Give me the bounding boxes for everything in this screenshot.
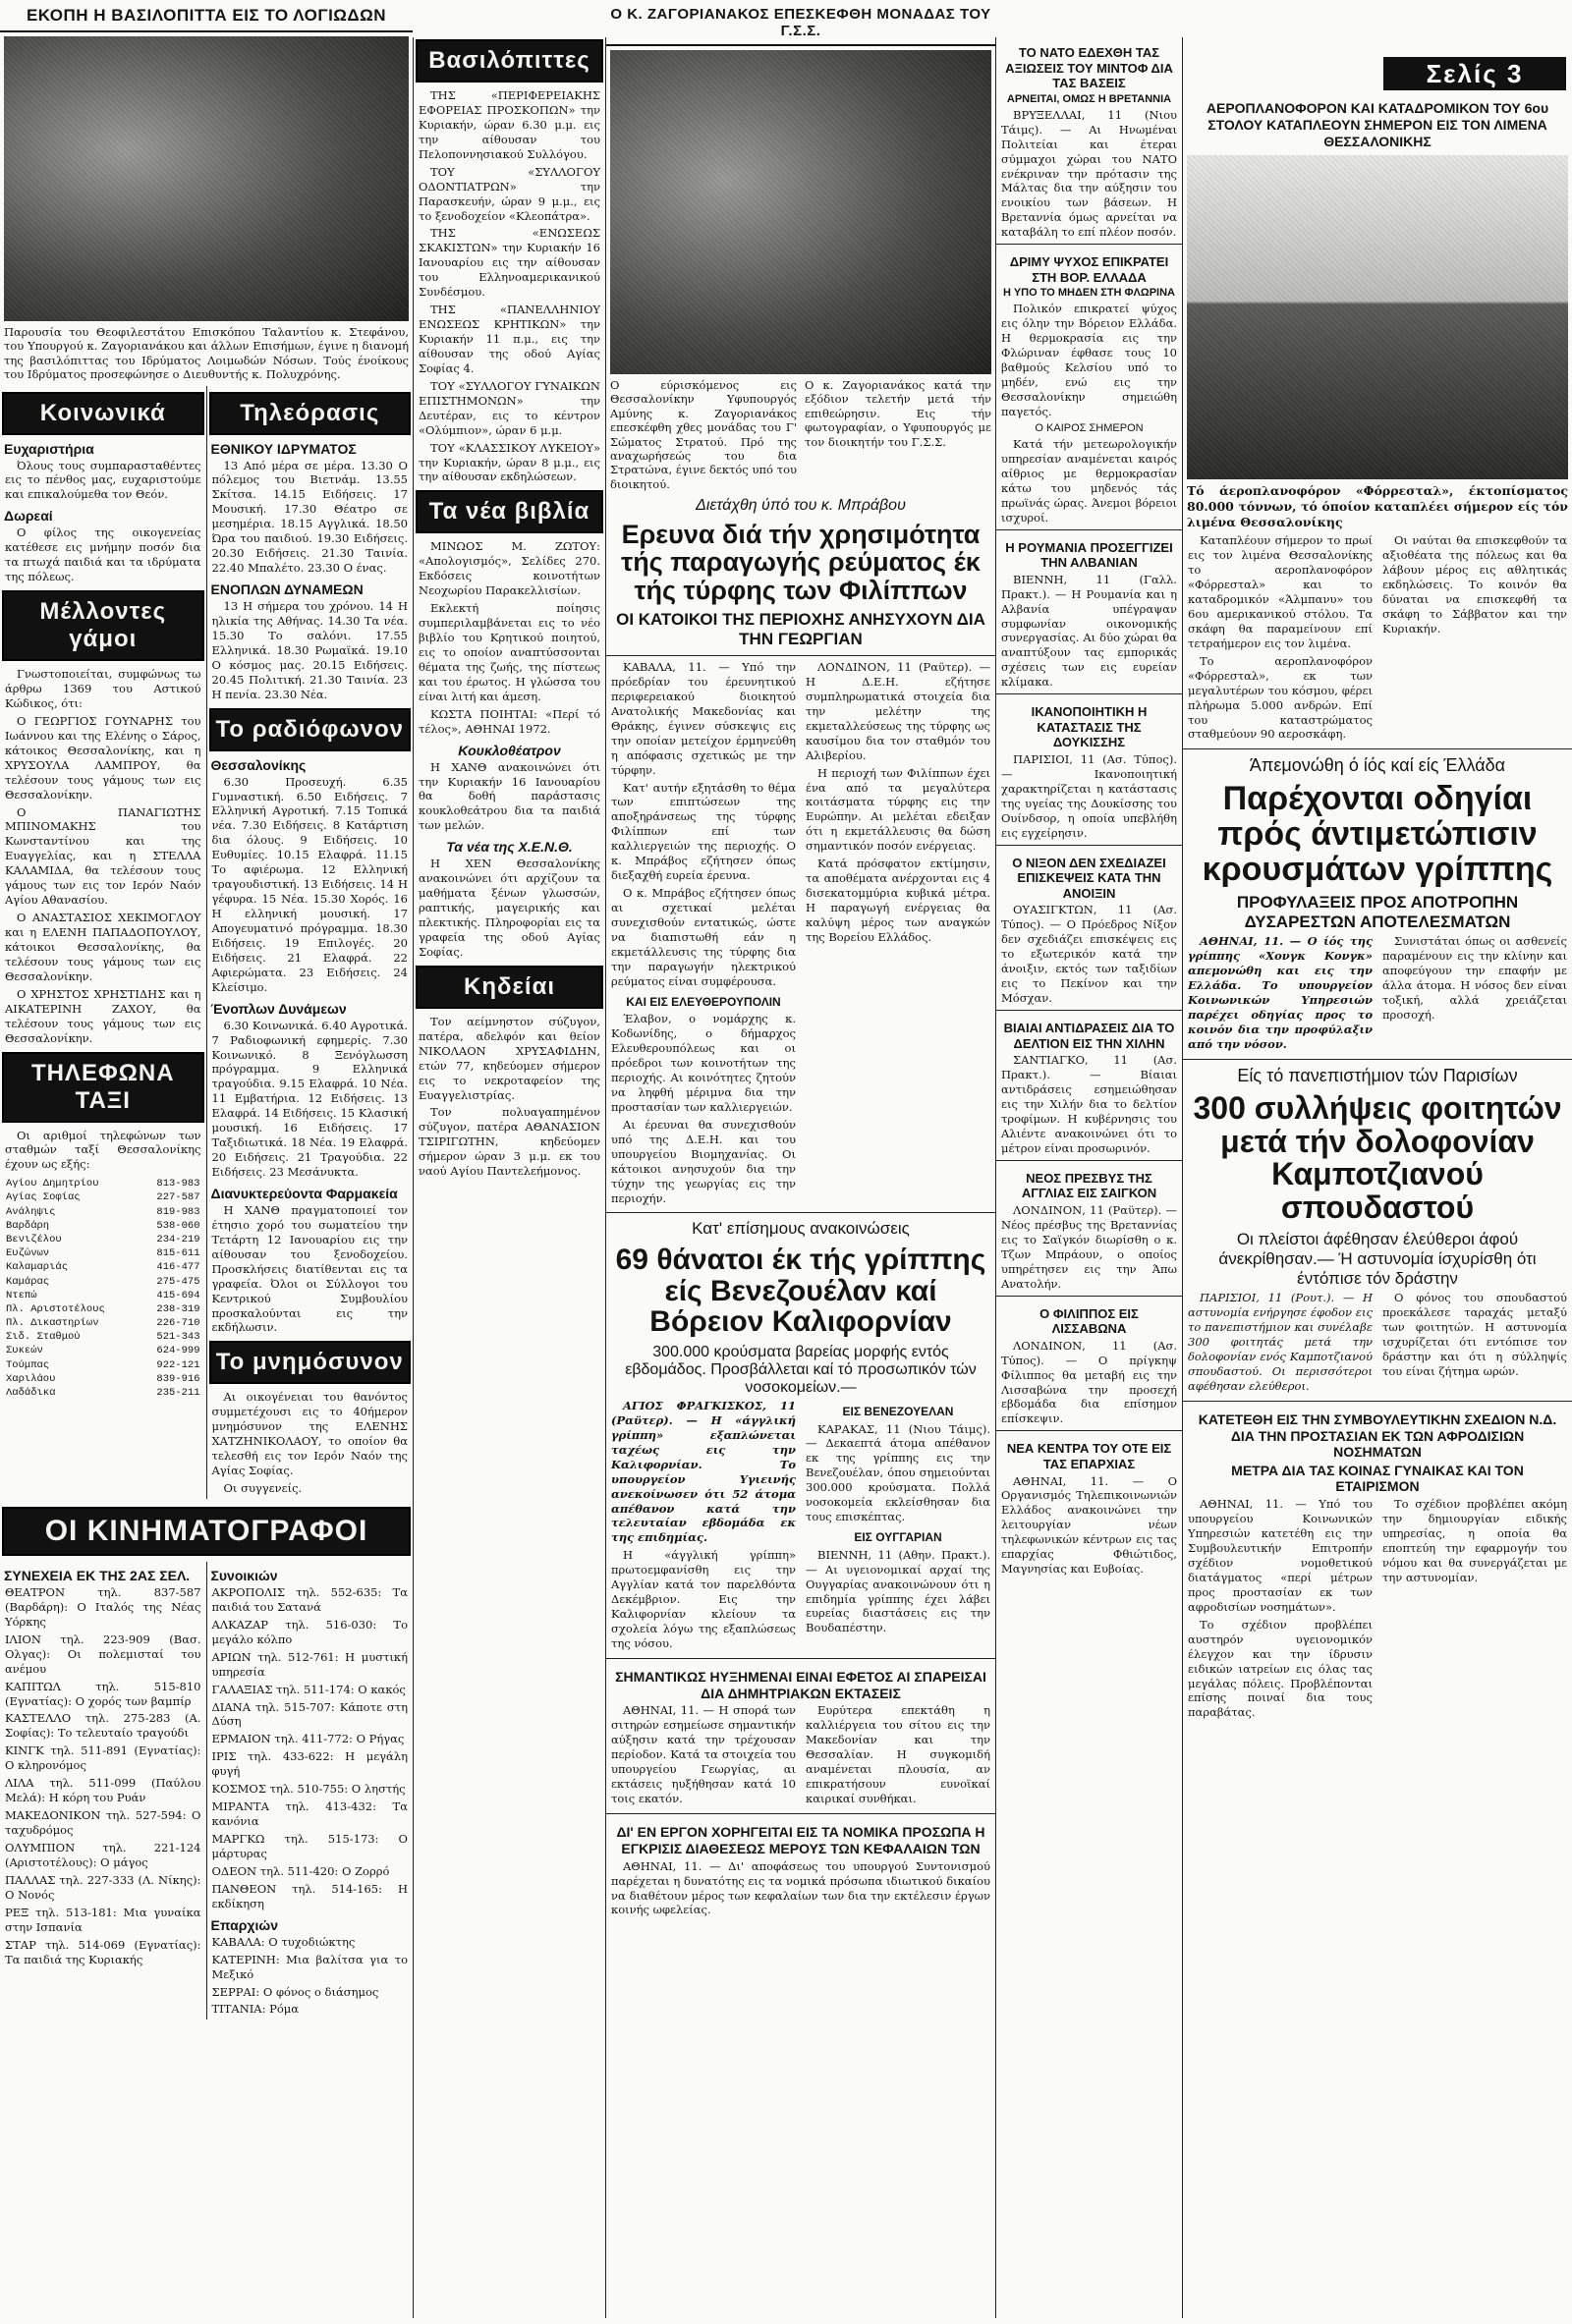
headline-nomika-prosopa: ΔΙ' ΕΝ ΕΡΓΟΝ ΧΟΡΗΓΕΙΤΑΙ ΕΙΣ ΤΑ ΝΟΜΙΚΑ ΠΡΟΣΩΠΑ Η ΕΓΚΡΙΣΙΣ ΔΙΑΘΕΣΕΩΣ ΜΕΡΟΥΣ ΤΩΝ ΚΕΦΑΛΑΙΩΝ ΤΩΝ [616, 1824, 985, 1856]
section-tileorasis: Τηλεόρασις [209, 392, 412, 435]
taxi-place: Χαριλάου [6, 1372, 56, 1385]
paragraph: ΚΑΡΑΚΑΣ, 11 (Νιου Τάιμς). — Δεκαεπτά άτομα απέθανον εκ της γρίππης εις την Βενεζουέλαν, όπου σημειούνται 300.000 κρούσματα. Πολλά νοσοκομεία εκλείσθησαν δια τους επισκέπτας. [806, 1421, 990, 1524]
column-6 [1183, 0, 1572, 2324]
section-kideiai: Κηδείαι [416, 966, 603, 1009]
paragraph: ΛΟΝΔΙΝΟΝ, 11 (Ραϋτερ). — Νέος πρέσβυς της Βρεταννίας εις το Σαϊγκόν διωρίσθη ο κ. Τζων Μπράουν, ο οποίος υπηρέτησεν εις την Άπω Ανατολήν. [1001, 1202, 1177, 1291]
headline-psychos: ΔΡΙΜΥ ΨΥΧΟΣ ΕΠΙΚΡΑΤΕΙ ΣΤΗ ΒΟΡ. ΕΛΛΑΔΑ [1009, 254, 1169, 285]
subheadline: Ο ΚΑΙΡΟΣ ΣΗΜΕΡΟΝ [1035, 421, 1144, 434]
taxi-place: Ανάληψις [6, 1205, 56, 1218]
taxi-place: Πλ. Αριστοτέλους [6, 1302, 105, 1315]
headline-nato: ΤΟ ΝΑΤΟ ΕΔΕΧΘΗ ΤΑΣ ΑΞΙΩΣΕΙΣ ΤΟΥ ΜΙΝΤΟΦ ΔΙΑ ΤΑΣ ΒΑΣΕΙΣ [1005, 45, 1173, 91]
cinema-entry: ΟΔΕΟΝ τηλ. 511-420: Ο Ζορρό [211, 1863, 390, 1878]
cinema-entry: ΚΑΣΤΕΛΛΟ τηλ. 275-283 (Α. Σοφίας): Το τελευταίο τραγούδι [5, 1711, 201, 1741]
subheadline-syllipseis: Οι πλείστοι άφέθησαν έλεύθεροι άφού άνεκρίθησαν.— Ή αστυνομία ίσχυρίσθη ότι έντόπισε τόν δράστην [1218, 1230, 1537, 1289]
taxi-row [6, 1260, 200, 1274]
paragraph: Ο φόνος του σπουδαστού προεκάλεσε ταραχάς μεταξύ των φοιτητών. Η αστυνομία ισχυρίζεται ότι εντόπισε τον δράστην και ότι η σύλληψίς του είναι ζήτημα ωρών. [1382, 1291, 1567, 1379]
cinema-entry: ΜΙΡΑΝΤΑ τηλ. 413-432: Τα κανόνια [211, 1799, 408, 1829]
column-4 [606, 0, 995, 2324]
left-block [0, 0, 413, 2324]
headline-grippi-venezouela: 69 θάνατοι έκ τής γρίππης είς Βενεζουέλαν καί Βόρειον Καλιφορνίαν [615, 1244, 986, 1339]
taxi-row [6, 1177, 200, 1190]
taxi-phone: 227-587 [156, 1191, 200, 1204]
taxi-row [6, 1233, 200, 1246]
section-koinonika: Κοινωνικά [2, 392, 204, 435]
headline-roumania: Η ΡΟΥΜΑΝΙΑ ΠΡΟΣΕΓΓΙΖΕΙ ΤΗΝ ΑΛΒΑΝΙΑΝ [1005, 539, 1173, 571]
subhead-synecheia: ΣΥΝΕΧΕΙΑ ΕΚ ΤΗΣ 2ΑΣ ΣΕΛ. [4, 1567, 191, 1583]
taxi-place: Ευζώνων [6, 1247, 50, 1260]
taxi-phone: 226-710 [156, 1317, 200, 1330]
paragraph: Εκλεκτή ποίησις συμπεριλαμβάνεται εις το νέο βιβλίο του Κρητικού ποιητού, εις το οποίον αναπτύσσονται θέματα της ζωής, της πίστεως και του έρωτος. Η γλώσσα του είναι λιτή και άμεση. [419, 601, 600, 703]
cinema-entry: ΑΛΚΑΖΑΡ τηλ. 516-030: Το μεγάλο κόλπο [211, 1617, 408, 1646]
cinema-list [0, 1585, 206, 1967]
paragraph: ΛΟΝΔΙΝΟΝ, 11 (Ραϋτερ). — Η Δ.Ε.Η. εζήτησε συμπληρωματικά στοιχεία δια την μελέτην της εκμεταλλεύσεως της τύρφης ως καυσίμου δια τον σταθμόν του Αλιβερίου. [806, 660, 990, 762]
paragraph: ΚΩΣΤΑ ΠΟΙΗΤΑΙ: «Περί τό τέλος», ΑΘΗΝΑΙ 1972. [419, 706, 600, 736]
taxi-place: Συκεών [6, 1345, 43, 1357]
paragraph: Ο ΧΡΗΣΤΟΣ ΧΡΗΣΤΙΔΗΣ και η ΑΙΚΑΤΕΡΙΝΗ ΖΑΧΟΥ, θα τελέσουν τους γάμους των εις Θεσσαλονίκην. [5, 986, 201, 1045]
paragraph: Οι συγγενείς. [223, 1481, 303, 1495]
taxi-phone: 624-999 [156, 1345, 200, 1357]
taxi-place: Βαρδάρη [6, 1219, 50, 1232]
photo-caption: Τό άεροπλανοφόρον «Φόρρεσταλ», έκτοπίσματος 80.000 τόννων, τό όποίον καταπλέει σήμερον είς τόν λιμένα Θεσσαλονίκης [1187, 483, 1568, 529]
kicker: Είς τό πανεπιστήμιον τών Παρισίων [1237, 1065, 1518, 1085]
taxi-phone: 819-983 [156, 1205, 200, 1218]
paragraph: Τον αείμνηστον σύζυγον, πατέρα, αδελφόν και θείον ΝΙΚΟΛΑΟΝ ΧΡΥΣΑΦΙΔΗΝ, ετών 77, κηδεύομεν σήμερον εις το νεκροταφείον της Ευαγγελιστρίας. [419, 1014, 600, 1102]
paragraph: Όλους τους συμπαρασταθέντες εις το πένθος μας, ευχαριστούμε και επικαλούμεθα τον Θεόν. [5, 458, 201, 502]
paragraph: Αι έρευναι θα συνεχισθούν υπό της Δ.Ε.Η. και του υπουργείου Βιομηχανίας. Οι κάτοικοι ανησυχούν δια την τύχην της γεωργίας εις την περιοχήν. [611, 1117, 796, 1205]
headline-dimitriaka: ΣΗΜΑΝΤΙΚΩΣ ΗΥΞΗΜΕΝΑΙ ΕΙΝΑΙ ΕΦΕΤΟΣ ΑΙ ΣΠΑΡΕΙΣΑΙ ΔΙΑ ΔΗΜΗΤΡΙΑΚΩΝ ΕΚΤΑΣΕΙΣ [615, 1668, 986, 1701]
cinema-entry: ΑΡΙΩΝ τηλ. 512-761: Η μυστική υπηρεσία [211, 1649, 408, 1679]
subhead-oungaria: ΕΙΣ ΟΥΓΓΑΡΙΑΝ [854, 1530, 942, 1545]
paragraph: Ευρύτερα επεκτάθη η καλλιέργεια του σίτου εις την Μακεδονίαν και την Θεσσαλίαν. Η συγκομιδή αναμένεται πλουσία, αν επικρατήσουν ευνοϊκαί καιρικαί συνθήκαι. [806, 1703, 990, 1806]
paragraph: Η περιοχή των Φιλίππων έχει ένα από τα μεγαλύτερα κοιτάσματα τύρφης εις την Ευρώπην. Αι μελέται εδειξαν ότι η εκμετάλλευσις θα δώση σημαντικόν ποσόν ενέργειας. [806, 765, 990, 854]
cinema-list [207, 1585, 414, 1911]
paragraph: Οι ναύται θα επισκεφθούν τα αξιοθέατα της πόλεως και θα λάβουν μέρος εις αθλητικάς εκδηλώσεις. Το κοινόν θα δύναται να επισκεφθή τα σκάφη το Σάββατον και την Κυριακήν. [1382, 533, 1567, 636]
cinema-entry: ΚΑΤΕΡΙΝΗ: Μια βαλίτσα για το Μεξικό [211, 1952, 408, 1981]
cinema-entry: ΣΤΑΡ τηλ. 514-069 (Εγνατίας): Τα παιδιά της Κυριακής [5, 1937, 201, 1966]
paragraph: ΑΘΗΝΑΙ, 11. — Υπό του υπουργείου Κοινωνικών Υπηρεσιών κατετέθη εις την Συμβουλευτικήν Επιτροπήν σχέδιον νομοθετικού διατάγματος «περί μέτρων προς προστασίαν εκ των αφροδισίων νοσημάτων». [1188, 1497, 1373, 1614]
paragraph: ΒΙΕΝΝΗ, 11 (Γαλλ. Πρακτ.). — Η Ρουμανία και η Αλβανία υπέγραψαν συμφωνίαν οικονομικής συνεργασίας. Αι δύο χώραι θα αναπτύξουν τας εμπορικάς σχέσεις των εις ευρείαν κλίμακα. [1001, 572, 1177, 690]
taxi-row [6, 1358, 200, 1372]
paragraph: ΠΑΡΙΣΙΟΙ, 11 (Ρουτ.). — Η αστυνομία ενήργησε έφοδον εις το πανεπιστήμιον και συνέλαβε 300 φοιτητάς μετά την δολοφονίαν ενός Καμποτζιανού σπουδαστού. Οι περισσότεροι αφέθησαν ελεύθεροι. [1188, 1291, 1373, 1393]
taxi-place: Λαδάδικα [6, 1386, 56, 1399]
taxi-phone: 815-611 [156, 1247, 200, 1260]
paragraph: Αι οικογένειαι του θανόντος συμμετέχουσι εις το 40ήμερον μνημόσυνον της ΕΛΕΝΗΣ ΧΑΤΖΗΝΙΚΟΛΑΟΥ, το οποίον θα τελεσθή εις τον Ιερόν Ναόν της Αγίας Σοφίας. [211, 1390, 408, 1478]
headline-presvys: ΝΕΟΣ ΠΡΕΣΒΥΣ ΤΗΣ ΑΓΓΛΙΑΣ ΕΙΣ ΣΑΙΓΚΟΝ [1021, 1170, 1157, 1201]
paragraph: 6.30 Κοινωνικά. 6.40 Αγροτικά. 7 Ραδιοφωνική εφημερίς. 7.30 Κοινωνικό. 8 Ξενόγλωσση πρόγραμμα. 9 Ελληνικά τραγούδια. 9.15 Ελαφρά. 10 Νέα. 11 Εμβατήρια. 12 Ειδήσεις. 13 Ελαφρά. 14 Ειδήσεις. 15 Κλασική μουσική. 16 Ειδήσεις. 17 Ταξιδιωτικά. 18 Νέα. 19 Ελαφρά. 20 Ειδήσεις. 21 Τραγούδια. 22 Ειδήσεις. 23 Μεσάνυκτα. [211, 1018, 408, 1179]
subhead-yened: ΕΝΟΠΛΩΝ ΔΥΝΑΜΕΩΝ [210, 581, 364, 597]
photo-caption: Ο εύρισκόμενος εις Θεσσαλονίκην Υφυπουργός Αμύνης κ. Ζαγοριανάκος επεσκέφθη χθες μονάδας του Γ' Σώματος Στρατού. Πρό της αναχωρήσεώς του δια Στρατώνα, έγινε δεκτός υπό του διοικητού. [610, 378, 797, 491]
taxi-row [6, 1372, 200, 1386]
cinema-entry: ΑΚΡΟΠΟΛΙΣ τηλ. 552-635: Τα παιδιά του Σατανά [211, 1584, 408, 1614]
paragraph: Ο κ. Μπράβος εζήτησεν όπως αι σχετικαί μελέται συνεχισθούν εντατικώς, ώστε να διαπιστωθή εάν η εκμετάλλευσις της τύρφης δια την παραγωγήν ηλεκτρικού ρεύματος είναι συμφέρουσα. [611, 886, 796, 988]
taxi-phone: 538-060 [156, 1219, 200, 1232]
taxi-place: Καμάρας [6, 1275, 50, 1288]
cinema-entry: ΚΙΝΓΚ τηλ. 511-891 (Εγνατίας): Ο κληρονόμος [5, 1743, 201, 1773]
paragraph: Πολικόν επικρατεί ψύχος εις όλην την Βόρειον Ελλάδα. Η θερμοκρασία εις την Φλώριναν έφθασε τους 10 βαθμούς Κελσίου υπό το μηδέν, ενώ εις την Θεσσαλονίκην σημειώθη παγετός. [1001, 302, 1177, 418]
paragraph: Το αεροπλανοφόρον «Φόρρεσταλ», εκ των μεγαλυτέρων του κόσμου, φέρει πλήρωμα 5.000 ανδρών. Επί του καταστρώματος σταθμεύουν 90 αεροσκάφη. [1188, 653, 1373, 742]
photo-zagorianakos [610, 50, 991, 374]
section-mnimosynon: Το μνημόσυνον [209, 1341, 412, 1384]
section-nea-vivlia: Τα νέα βιβλία [416, 490, 603, 533]
taxi-row [6, 1275, 200, 1289]
taxi-phone: 839-916 [156, 1372, 200, 1385]
paragraph: Οι αριθμοί τηλεφώνων των σταθμών ταξί Θεσσαλονίκης έχουν ως εξής: [5, 1128, 201, 1172]
section-mellontes-gamoi: Μέλλοντες γάμοι [2, 590, 204, 661]
cinema-entry: ΙΡΙΣ τηλ. 433-622: Η μεγάλη φυγή [211, 1749, 408, 1779]
paragraph: Κατά τήν μετεωρολογικήν υπηρεσίαν αναμένεται καιρός αίθριος με θερμοκρασίαν κάτω του μηδενός τάς πρωϊνάς ώρας. Άνεμοι βόρειοι ισχυροί. [1001, 436, 1177, 525]
cinema-entry: ΚΟΣΜΟΣ τηλ. 510-755: Ο ληστής [211, 1782, 406, 1797]
kicker: Άπεμονώθη ό ίός καί είς Έλλάδα [1249, 755, 1506, 776]
paragraph: ΒΙΕΝΝΗ, 11 (Αθην. Πρακτ.). — Αι υγειονομικαί αρχαί της Ουγγαρίας ανακοινώνουν ότι η επιδημία γρίππης έχει λάβει ευρείας διαστάσεις εις την Βουδαπέστην. [806, 1547, 990, 1635]
paragraph: ΑΘΗΝΑΙ, 11. — Ο ίός της γρίππης «Χονγκ Κονγκ» απεμονώθη και εις την Ελλάδα. Το υπουργείον Κοινωνικών Υπηρεσιών παρέχει οδηγίας προς το κοινόν δια την προφύλαξιν από την νόσον. [1188, 934, 1373, 1052]
paragraph: Ο ΓΕΩΡΓΙΟΣ ΓΟΥΝΑΡΗΣ του Ιωάννου και της Ελένης ο Σάρος, κάτοικος Θεσσαλονίκης, και η ΧΡΥΣΟΥΛΑ ΛΑΜΠΡΟΥ, θα τελέσουν τους γάμους των εις Θεσσαλονίκην. [5, 713, 201, 802]
paragraph: Κατ' αυτήν εξητάσθη το θέμα των επιπτώσεων της αποξηράνσεως της τύρφης Φιλίππων επί των καλλιεργειών της περιοχής. Ο κ. Μπράβος εζήτησεν όπως διεξαχθή ευρεία έρευνα. [611, 780, 796, 883]
subheadline-tyrfi: ΟΙ ΚΑΤΟΙΚΟΙ ΤΗΣ ΠΕΡΙΟΧΗΣ ΑΝΗΣΥΧΟΥΝ ΔΙΑ ΤΗΝ ΓΕΩΡΓΙΑΝ [616, 610, 985, 649]
cinema-entry: ΕΡΜΑΙΟΝ τηλ. 411-772: Ο Ρήγας [211, 1732, 405, 1746]
subheadline-metra: ΜΕΤΡΑ ΔΙΑ ΤΑΣ ΚΟΙΝΑΣ ΓΥΝΑΙΚΑΣ ΚΑΙ ΤΟΝ ΕΤΑΙΡΙΣΜΟΝ [1231, 1463, 1524, 1495]
photo-vasilopitta [4, 36, 409, 321]
taxi-phone: 922-121 [156, 1358, 200, 1371]
taxi-list [0, 1175, 206, 1402]
subhead-dorea: Δωρεαί [4, 508, 53, 525]
headline-vasilopitta: ΕΚΟΠΗ Η ΒΑΣΙΛΟΠΙΤΤΑ ΕΙΣ ΤΟ ΛΟΓΙΩΔΩΝ [0, 0, 413, 32]
headline-syllipseis: 300 συλλήψεις φοιτητών μετά τήν δολοφονίαν Καμποτζιανού σπουδαστού [1193, 1089, 1562, 1225]
paragraph: ΒΡΥΞΕΛΛΑΙ, 11 (Νιου Τάιμς). — Αι Ηνωμέναι Πολιτείαι και έτεραι σύμμαχοι χώραι του ΝΑΤΟ ενέκριναν την πρότασιν της Μάλτας δια την αύξησιν του ενοικίου των βάσεων. Η Βρεταννία όμως αρνείται να καταβάλη το επί πλέον ποσόν. [1001, 107, 1177, 240]
taxi-place: Βενιζέλου [6, 1234, 62, 1245]
photo-caption: Ο κ. Ζαγοριανάκος κατά την εξόδιον τελετήν μετά τήν επιθεώρησιν. Εις τήν φωτογραφίαν, ο Υφυπουργός με τον διοικητήν του Γ.Σ.Σ. [805, 378, 991, 449]
paragraph: ΟΥΑΣΙΓΚΤΩΝ, 11 (Ασ. Τύπος). — Ο Πρόεδρος Νίξον δεν σχεδιάζει επισκέψεις εις το εξωτερικόν κατά την άνοιξιν, εκτός των ταξιδίων εις το Πεκίνον και την Μόσχαν. [1001, 903, 1177, 1006]
subhead-eucharistiria: Ευχαριστήρια [4, 440, 94, 457]
taxi-place: Τούμπας [6, 1358, 50, 1371]
taxi-phone: 813-983 [156, 1178, 200, 1190]
headline-chili: ΒΙΑΙΑΙ ΑΝΤΙΔΡΑΣΕΙΣ ΔΙΑ ΤΟ ΔΕΛΤΙΟΝ ΕΙΣ ΤΗΝ ΧΙΛΗΝ [1003, 1020, 1175, 1051]
cinema-entry: ΠΑΝΘΕΟΝ τηλ. 514-165: Η εκδίκηση [211, 1881, 408, 1910]
taxi-phone: 521-343 [156, 1331, 200, 1344]
paragraph: ΣΑΝΤΙΑΓΚΟ, 11 (Ασ. Πρακτ.). — Βίαιαι αντιδράσεις εσημειώθησαν εις την Χιλήν δια το δελτίον τροφίμων. Η κυβέρνησις του Αλιέντε ανακοινώνει ότι το μέτρον είναι προσωρινόν. [1001, 1053, 1177, 1155]
section-vasilopittes: Βασιλόπιττες [416, 39, 603, 83]
taxi-place: Αγίου Δημητρίου [6, 1178, 99, 1190]
paragraph: Το σχέδιον προβλέπει αυστηρόν υγειονομικόν έλεγχον και την ίδρυσιν ειδικών ιατρείων εις όλας τας μεγάλας πόλεις. Προβλέπονται επίσης ποιναί δια τους παραβάτας. [1188, 1617, 1373, 1720]
taxi-row [6, 1246, 200, 1260]
subhead-venezouela: ΕΙΣ ΒΕΝΕΖΟΥΕΛΑΝ [842, 1404, 954, 1418]
subhead-thessalonikis: Θεσσαλονίκης [210, 756, 307, 773]
section-radiofono: Το ραδιόφωνον [209, 708, 412, 751]
cinema-entry: ΘΕΑΤΡΟΝ τηλ. 837-587 (Βαρδάρη): Ο Ιταλός της Νέας Υόρκης [5, 1584, 201, 1629]
cinema-list [207, 1935, 414, 2018]
paragraph: Η ΧΑΝΘ πραγματοποιεί τον έτησιο χορό του σωματείου την Τετάρτη 12 Ιανουαρίου εις την αίθουσαν του ξενοδοχείου. Προσκλήσεις διατίθενται εις τα γραφεία. Όλοι οι Σύλλογοι του Κεντρικού Συμβουλίου προσκαλούνται εις την εκδήλωσιν. [211, 1202, 408, 1335]
taxi-phone: 416-477 [156, 1261, 200, 1274]
section-kinimatografoi: ΟΙ ΚΙΝΗΜΑΤΟΓΡΑΦΟΙ [2, 1507, 411, 1556]
paragraph: ΑΘΗΝΑΙ, 11. — Η σπορά των σιτηρών εσημείωσε σημαντικήν αύξησιν κατά την τρέχουσαν περίοδον. Κατά τα στοιχεία του υπουργείου Γεωργίας, αι εκτάσεις ηυξήθησαν κατά 10 τοις εκατόν. [611, 1703, 796, 1806]
subheadline-profylaxeis: ΠΡΟΦΥΛΑΞΕΙΣ ΠΡΟΣ ΑΠΟΤΡΟΠΗΝ ΔΥΣΑΡΕΣΤΩΝ ΑΠΟΤΕΛΕΣΜΑΤΩΝ [1236, 893, 1519, 932]
cinema-entry: ΟΛΥΜΠΙΟΝ τηλ. 221-124 (Αριστοτέλους): Ο μάγος [5, 1840, 201, 1869]
kicker: Κατ' επίσημους ανακοινώσεις [692, 1219, 910, 1239]
cinema-entry: ΚΑΠΙΤΩΛ τηλ. 515-810 (Εγνατίας): Ο χορός των βαμπίρ [5, 1679, 201, 1708]
paragraph: 13 Από μέρα σε μέρα. 13.30 Ο πόλεμος του Βιετνάμ. 13.55 Σκίτσα. 14.15 Ειδήσεις. 17 Μουσική. 17.30 Θέατρο σε μεσημέρια. 18.15 Αγγλικά. 18.50 Ώρα του παιδιού. 19.30 Ειδήσεις. 20.30 Ειδήσεις. 21.30 Ταινία. 22.40 Μπαλέτο. 23.30 Ο ένας. [211, 458, 408, 576]
paragraph: ΤΟΥ «ΣΥΛΛΟΓΟΥ ΓΥΝΑΙΚΩΝ ΕΠΙΣΤΗΜΟΝΩΝ» την Δευτέραν, εις το κέντρον «Ολύμπιον», ώραν 6 μ.μ. [419, 378, 600, 437]
paragraph: Η ΧΕΝ Θεσσαλονίκης ανακοινώνει ότι αρχίζουν τα μαθήματα ξένων γλωσσών, ραπτικής, μαγειρικής και πλεκτικής. Πληροφορίαι εις τα γραφεία της οδού Αγίας Σοφίας. [419, 857, 600, 959]
paragraph: Ο φίλος της οικογενείας κατέθεσε εις μνήμην ποσόν δια τα πτωχά παιδιά και τα ιδρύματα της πόλεως. [5, 526, 201, 584]
subhead-enoplon: Ένοπλων Δυνάμεων [210, 1000, 347, 1017]
paragraph: Κατά πρόσφατον εκτίμησιν, τα αποθέματα ανέρχονται εις 4 δισεκατομμύρια κυβικά μέτρα. Η παραγωγή ενέργειας θα καλύψη μέρος των αναγκών της Βορείου Ελλάδος. [806, 857, 990, 944]
section-tilefona-taxi: ΤΗΛΕΦΩΝΑ ΤΑΞΙ [2, 1052, 204, 1123]
taxi-row [6, 1190, 200, 1204]
paragraph: Γνωστοποιείται, συμφώνως τω άρθρω 1369 του Αστικού Κώδικος, ότι: [5, 667, 201, 710]
cinema-entry: ΚΑΒΑΛΑ: Ο τυχοδιώκτης [211, 1934, 356, 1949]
taxi-place: Σιδ. Σταθμού [6, 1331, 81, 1344]
taxi-row [6, 1219, 200, 1233]
paragraph: Τον πολυαγαπημένον σύζυγον, πατέρα ΑΘΑΝΑΣΙΟΝ ΤΣΙΡΙΓΩΤΗΝ, κηδεύομεν σήμερον ώραν 3 μ.μ. εκ του ναού Αγίου Παντελεήμονος. [419, 1105, 600, 1179]
paragraph: ΤΟΥ «ΣΥΛΛΟΓΟΥ ΟΔΟΝΤΙΑΤΡΩΝ» την Παρασκευήν, ώραν 9 μ.μ., εις το ξενοδοχείον «Κλεοπάτρα». [419, 164, 600, 223]
paragraph: ΛΟΝΔΙΝΟΝ, 11 (Ασ. Τύπος). — Ο πρίγκηψ Φίλιππος θα μεταβή εις την Λισσαβώνα την προσεχή εβδομάδα δια επίσημον επίσκεψιν. [1001, 1338, 1177, 1426]
taxi-phone: 235-211 [156, 1386, 200, 1399]
kicker: Διετάχθη ύπό του κ. Μπράβου [696, 497, 906, 514]
cinema-entry: ΠΑΛΛΑΣ τηλ. 227-333 (Λ. Νίκης): Ο Νονός [5, 1872, 201, 1902]
paragraph: Ο ΠΑΝΑΓΙΩΤΗΣ ΜΠΙΝΟΜΑΚΗΣ του Κωνσταντίνου και της Ευαγγελίας, και η ΣΤΕΛΛΑ ΚΑΛΑΜΙΔΑ, θα τελέσουν τους γάμους των εις τον Ιερόν Ναόν Αγίου Αθανασίου. [5, 804, 201, 908]
column-3 [414, 0, 605, 2324]
taxi-row [6, 1289, 200, 1302]
paragraph: ΑΓΙΟΣ ΦΡΑΓΚΙΣΚΟΣ, 11 (Ραϋτερ). — Η «άγγλική γρίππη» εξαπλώνεται ταχέως εις την Καλιφορνίαν. Το υπουργείον Υγιεινής ανεκοίνωσεν ότι 52 άτομα απέθανον κατά την τελευταίαν εβδομάδα εκ της επιδημίας. [611, 1398, 796, 1545]
headline-nixon: Ο ΝΙΞΟΝ ΔΕΝ ΣΧΕΔΙΑΖΕΙ ΕΠΙΣΚΕΨΕΙΣ ΚΑΤΑ ΤΗΝ ΑΝΟΙΞΙΝ [1012, 855, 1166, 901]
column-5 [996, 0, 1182, 2324]
taxi-phone: 234-219 [156, 1234, 200, 1245]
paragraph: ΜΙΝΩΟΣ Μ. ΖΩΤΟΥ: «Απολογισμός», Σελίδες 270. Εκδόσεις κοινοτήτων Νεοχωρίου Παρακελλισίων. [419, 539, 600, 598]
headline-filippos: Ο ΦΙΛΙΠΠΟΣ ΕΙΣ ΛΙΣΣΑΒΩΝΑ [1039, 1305, 1139, 1337]
photo-aircraft-carrier [1187, 155, 1568, 479]
taxi-place: Πλ. Δικαστηρίων [6, 1317, 99, 1330]
taxi-phone: 415-694 [156, 1289, 200, 1301]
paragraph: ΠΑΡΙΣΙΟΙ, 11 (Ασ. Τύπος). — Ικανοποιητική χαρακτηρίζεται η κατάστασις της υγείας της Δουκίσσης του Ουίνδσορ, η οποία υπεβλήθη εις εγχείρησιν. [1001, 752, 1177, 840]
taxi-phone: 238-319 [156, 1302, 200, 1315]
taxi-place: Αγίας Σοφίας [6, 1191, 81, 1204]
subheadline: Η ΥΠΟ ΤΟ ΜΗΔΕΝ ΣΤΗ ΦΛΩΡΙΝΑ [1003, 287, 1175, 300]
taxi-row [6, 1330, 200, 1344]
taxi-place: Καλαμαριάς [6, 1261, 69, 1274]
headline-afrodisia: ΚΑΤΕΤΕΘΗ ΕΙΣ ΤΗΝ ΣΥΜΒΟΥΛΕΥΤΙΚΗΝ ΣΧΕΔΙΟΝ Ν.Δ. ΔΙΑ ΤΗΝ ΠΡΟΣΤΑΣΙΑΝ ΕΚ ΤΩΝ ΑΦΡΟΔΙΣΙΩΝ ΝΟΣΗΜΑΤΩΝ [1198, 1411, 1557, 1461]
subhead-eparchion: Επαρχιών [210, 1916, 278, 1933]
subhead-farmakeia: Διανυκτερεύοντα Φαρμακεία [210, 1185, 398, 1201]
cinema-entry: ΡΕΞ τηλ. 513-181: Μια γυναίκα στην Ισπανία [5, 1905, 201, 1934]
cinema-entry: ΤΙΤΑΝΙΑ: Ρόμα [211, 2002, 300, 2017]
taxi-row [6, 1205, 200, 1219]
paragraph: 6.30 Προσευχή. 6.35 Γυμναστική. 6.50 Ειδήσεις. 7 Ελληνική Αγροτική. 7.15 Τοπικά νέα. 7.30 Ειδήσεις. 8 Κατάρτιση δια όλους. 9 Ειδήσεις. 10 Ευθυμίες. 10.15 Ελαφρά. 11.15 Το αφιέρωμα. 12 Ελληνική τραγουδιστική. 13 Ειδήσεις. 14 Η γέφυρα. 15 Νέα. 15.30 Χορός. 16 Η ελληνική μουσική. 17 Απογευματινό πρόγραμμα. 18.30 Ειδήσεις. 19 Επιλογές. 20 Ειδήσεις. 21 Ελαφρά. 22 Αφιερώματα. 23 Ειδήσεις. 24 Κλείσιμο. [211, 774, 408, 994]
taxi-row [6, 1344, 200, 1357]
cinema-entry: ΛΙΛΑ τηλ. 511-099 (Παύλου Μελά): Η κόρη του Ρυάν [5, 1776, 201, 1805]
subhead-eleftheroupolis: ΚΑΙ ΕΙΣ ΕΛΕΥΘΕΡΟΥΠΟΛΙΝ [626, 994, 781, 1009]
cinema-entry: ΓΑΛΑΞΙΑΣ τηλ. 511-174: Ο κακός [211, 1682, 406, 1696]
headline-grippi-odigiai: Παρέχονται οδηγίαι πρός άντιμετώπισιν κρουσμάτων γρίππης [1202, 780, 1553, 888]
paragraph: ΤΗΣ «ΠΕΡΙΦΕΡΕΙΑΚΗΣ ΕΦΟΡΕΙΑΣ ΠΡΟΣΚΟΠΩΝ» την Κυριακήν, ώραν 6.30 μ.μ. εις την αίθουσαν του Πελοποννησιακού Συλλόγου. [419, 88, 600, 161]
headline-zagorianakos: Ο Κ. ΖΑΓΟΡΙΑΝΑΚΟΣ ΕΠΕΣΚΕΦΘΗ ΜΟΝΑΔΑΣ ΤΟΥ Γ.Σ.Σ. [606, 0, 995, 46]
headline-ote: ΝΕΑ ΚΕΝΤΡΑ ΤΟΥ ΟΤΕ ΕΙΣ ΤΑΣ ΕΠΑΡΧΙΑΣ [1006, 1441, 1172, 1471]
paragraph: Η «άγγλική γρίππη» πρωτοεμφανίσθη εις την Αγγλίαν κατά τον παρελθόντα Δεκέμβριον. Εις την Καλιφορνίαν κλείουν τα σχολεία λόγω της εξαπλώσεως της νόσου. [611, 1548, 796, 1650]
cinema-entry: ΙΛΙΟΝ τηλ. 223-909 (Βασ. Ολγας): Οι πολεμισταί του ανέμου [5, 1632, 201, 1676]
subhead-synoikion: Συνοικιών [210, 1567, 278, 1583]
taxi-row [6, 1316, 200, 1330]
taxi-row [6, 1302, 200, 1316]
cinema-entry: ΔΙΑΝΑ τηλ. 515-707: Κάποτε στη Δύση [211, 1699, 408, 1729]
paragraph: ΤΗΣ «ΕΝΩΣΕΩΣ ΣΚΑΚΙΣΤΩΝ» την Κυριακήν 16 Ιανουαρίου εις την αίθουσαν του Ελληνοαμερικανικού Συνδέσμου. [419, 226, 600, 300]
paragraph: ΚΑΒΑΛΑ, 11. — Υπό την πρόεδρίαν του έρευνητικού περιφερειακού διοικητού Ανατολικής Μακεδονίας και Θράκης, έγινεν σύσκεψις εις την οποίαν μετείχον έρμηνεύθη η απόφασις σχετικώς με την τύρφην. [611, 660, 796, 777]
paragraph: ΤΗΣ «ΠΑΝΕΛΛΗΝΙΟΥ ΕΝΩΣΕΩΣ ΚΡΗΤΙΚΩΝ» την Κυριακήν 11 π.μ., εις την αίθουσαν της οδού Αγίας Σοφίας 4. [419, 303, 600, 375]
paragraph: Το σχέδιον προβλέπει ακόμη την δημιουργίαν ειδικής υπηρεσίας, η οποία θα εποπτεύη την εφαρμογήν του νόμου και θα συνεργάζεται με την αστυνομίαν. [1382, 1497, 1567, 1584]
cinema-entry: ΣΕΡΡΑΙ: Ο φόνος ο διάσημος [211, 1984, 379, 1999]
photo-caption: Παρουσία του Θεοφιλεστάτου Επισκόπου Ταλαντίου κ. Στεφάνου, του Υπουργού κ. Ζαγοριανάκου και άλλων Επισήμων, έγινε η διανομή της βασιλόπιττας του Ιδρύματος Λοιμωδών Νόσων. Τούς ένοίκους του Ιδρύματος προσεφώνησε ο Διευθυντής κ. Πολυχρόνης. [4, 325, 409, 382]
taxi-place: Ντεπώ [6, 1289, 37, 1301]
headline-tyrfi: Ερευνα διά τήν χρησιμότητα τής παραγωγής ρεύματος έκ τής τύρφης των Φιλίππων [621, 520, 981, 605]
subhead-chenth: Τα νέα της Χ.Ε.Ν.Θ. [446, 839, 573, 856]
cinema-entry: ΜΑΚΕΔΟΝΙΚΟΝ τηλ. 527-594: Ο ταχυδρόμος [5, 1808, 201, 1837]
paragraph: Η ΧΑΝΘ ανακοινώνει ότι την Κυριακήν 16 Ιανουαρίου θα δοθή παράστασις κουκλοθεάτρου δια τα παιδιά των μελών. [419, 759, 600, 833]
paragraph: ΤΟΥ «ΚΛΑΣΣΙΚΟΥ ΛΥΚΕΙΟΥ» την Κυριακήν, ώραν 8 μ.μ., εις την αίθουσαν εκδηλώσεων. [419, 440, 600, 484]
subhead-eirt: ΕΘΝΙΚΟΥ ΙΔΡΥΜΑΤΟΣ [210, 440, 357, 457]
paragraph: Ο ΑΝΑΣΤΑΣΙΟΣ ΧΕΚΙΜΟΓΛΟΥ και η ΕΛΕΝΗ ΠΑΠΑΔΟΠΟΥΛΟΥ, κάτοικοι Θεσσαλονίκης, θα τελέσουν τους γάμους των εις Θεσσαλονίκην. [5, 911, 201, 983]
paragraph: Έλαβον, ο νομάρχης κ. Κοδωνίδης, ο δήμαρχος Ελευθερουπόλεως και οι πρόεδροι των κοινοτήτων της περιοχής. Αι κοινότητες ζητούν να ληφθή μέριμνα δια την προστασίαν των καλλιεργειών. [611, 1012, 796, 1114]
paragraph: 13 Η σήμερα του χρόνου. 14 Η ηλικία της Αθήνας. 14.30 Τα νέα. 15.30 Το σαλόνι. 17.55 Ελληνικά. 18.30 Ρωμαϊκά. 19.10 Ο κόσμος μας. 20.15 Ειδήσεις. 20.45 Πολιτική. 21.30 Ταινία. 23 Η πενία. 23.30 Νέα. [211, 599, 408, 701]
headline-aeroplanoforon: ΑΕΡΟΠΛΑΝΟΦΟΡΟΝ ΚΑΙ ΚΑΤΑΔΡΟΜΙΚΟΝ ΤΟΥ 6ου ΣΤΟΛΟΥ ΚΑΤΑΠΛΕΟΥΝ ΣΗΜΕΡΟΝ ΕΙΣ ΤΟΝ ΛΙΜΕΝΑ ΘΕΣΣΑΛΟΝΙΚΗΣ [1206, 100, 1549, 149]
subheadline-grippi: 300.000 κρούσματα βαρείας μορφής εντός εβδομάδος. Προσβάλλεται καί τό προσωπικόν τών νοσοκομείων.— [625, 1343, 977, 1396]
subheadline: ΑΡΝΕΙΤΑΙ, ΟΜΩΣ Η ΒΡΕΤΑΝΝΙΑ [1006, 92, 1172, 105]
cinema-entry: ΜΑΡΓΚΩ τηλ. 515-173: Ο μάρτυρας [211, 1832, 408, 1860]
subhead-kouklotheatron: Κουκλοθέατρον [458, 742, 561, 758]
paragraph: Συνιστάται όπως οι ασθενείς παραμένουν εις την κλίνην και αποφεύγουν την επαφήν με άλλα άτομα. Η νόσος δεν είναι τοξική, αλλά χρειάζεται προσοχή. [1382, 934, 1567, 1023]
paragraph: ΑΘΗΝΑΙ, 11. — Ο Οργανισμός Τηλεπικοινωνιών Ελλάδος ανακοινώνει την λειτουργίαν νέων τηλεφωνικών κέντρων εις τας επαρχίας Φθιώτιδος, Μαγνησίας και Ευβοίας. [1001, 1473, 1177, 1577]
taxi-phone: 275-475 [156, 1275, 200, 1288]
headline-doukissa: ΙΚΑΝΟΠΟΙΗΤΙΚΗ Η ΚΑΤΑΣΤΑΣΙΣ ΤΗΣ ΔΟΥΚΙΣΣΗΣ [1031, 704, 1148, 750]
page-label: Σελίς 3 [1383, 57, 1566, 90]
paragraph: ΑΘΗΝΑΙ, 11. — Δι' αποφάσεως του υπουργού Συντονισμού παρέχεται η δυνατότης εις τα νομικά πρόσωπα ιδιωτικού δικαίου να διαθέτουν μέρος των κεφαλαίων των δια την εκτέλεσιν έργων κοινής ωφελείας. [611, 1858, 990, 1917]
paragraph: Καταπλέουν σήμερον το πρωί εις τον λιμένα Θεσσαλονίκης το αεροπλανοφόρον «Φόρρεσταλ» και το καταδρομικόν «Άλμπανυ» του 6ου αμερικανικού στόλου. Τα σκάφη θα παραμείνουν επί τετραήμερον εις τον λιμένα. [1188, 533, 1373, 650]
taxi-row [6, 1386, 200, 1400]
